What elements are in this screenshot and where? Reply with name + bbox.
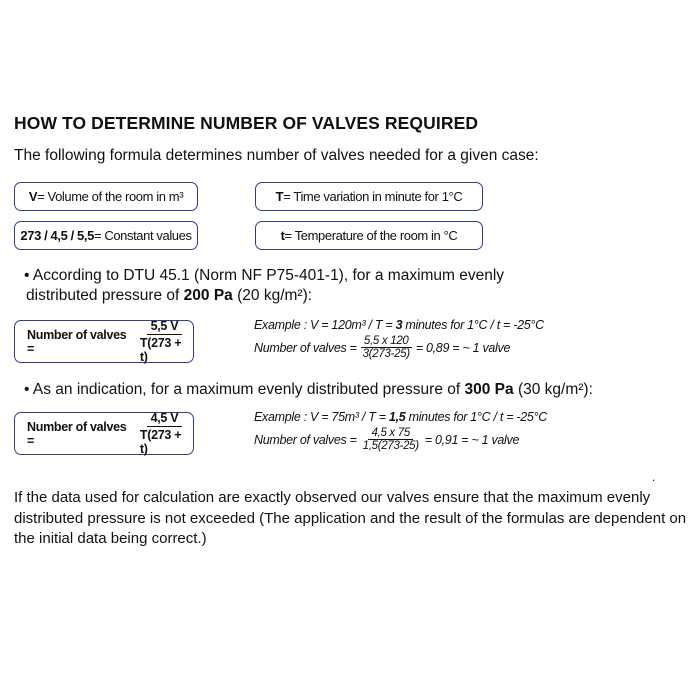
calc-label: Number of valves = [254, 340, 357, 355]
section2-bullet: • As an indication, for a maximum evenly distributed pressure of 300 Pa (30 kg/m²): [24, 381, 593, 398]
calc-numerator: 4,5 x 75 [368, 427, 413, 440]
definition-symbol: V [28, 189, 38, 204]
calc-denominator: 3(273-25) [362, 348, 410, 360]
stray-dot: . [652, 470, 656, 484]
section1-calculation [254, 335, 510, 360]
formula-label: Number of valves = [27, 327, 127, 356]
section2-calculation [254, 427, 519, 452]
calc-fraction [360, 427, 422, 452]
page-title: HOW TO DETERMINE NUMBER OF VALVES REQUIRED [14, 113, 479, 133]
definition-text: = Temperature of the room in °C [284, 228, 458, 243]
calc-denominator: 1,5(273-25) [362, 440, 419, 452]
definition-time [255, 182, 483, 211]
closing-paragraph: If the data used for calculation are exactly observed our valves ensure that the maximum evenly distributed pressure is not exceeded (The application and the result of the formulas are dependent on the initial data being correct.) [14, 489, 687, 547]
definition-symbol: t [280, 228, 285, 243]
formula-denominator: T(273 + t) [139, 336, 182, 364]
formula-numerator: 5,5 V [147, 319, 183, 335]
intro-text: The following formula determines number of valves needed for a given case: [14, 147, 539, 164]
calc-result: = 0,91 = ~ 1 valve [424, 432, 520, 447]
definition-text: = Constant values [93, 228, 192, 243]
calc-fraction [360, 335, 413, 360]
section1-example: Example : V = 120m³ / T = 3 minutes for 1°C / t = -25°C [254, 318, 544, 332]
definition-constants [14, 221, 198, 250]
calc-numerator: 5,5 x 120 [361, 335, 412, 348]
definition-symbol: T [275, 189, 284, 204]
definition-symbol: 273 / 4,5 / 5,5 [20, 228, 94, 243]
definition-text: = Volume of the room in m³ [37, 189, 184, 204]
section1-formula-box [14, 320, 194, 363]
definition-text: = Time variation in minute for 1°C [283, 189, 463, 204]
formula-numerator: 4,5 V [147, 411, 183, 427]
calc-label: Number of valves = [254, 432, 357, 447]
formula-label: Number of valves = [27, 419, 127, 448]
formula-fraction [136, 411, 193, 456]
formula-denominator: T(273 + t) [139, 428, 182, 456]
definition-volume [14, 182, 198, 211]
section2-example: Example : V = 75m³ / T = 1,5 minutes for 1°C / t = -25°C [254, 410, 547, 424]
definition-temperature [255, 221, 483, 250]
section1-bullet-line2: distributed pressure of 200 Pa (20 kg/m²): [26, 287, 313, 304]
section1-bullet-line1: • According to DTU 45.1 (Norm NF P75-401-1), for a maximum evenly [24, 267, 505, 284]
section2-formula-box [14, 412, 194, 455]
calc-result: = 0,89 = ~ 1 valve [415, 340, 511, 355]
formula-fraction [136, 319, 193, 364]
section1-bullet [24, 266, 504, 306]
